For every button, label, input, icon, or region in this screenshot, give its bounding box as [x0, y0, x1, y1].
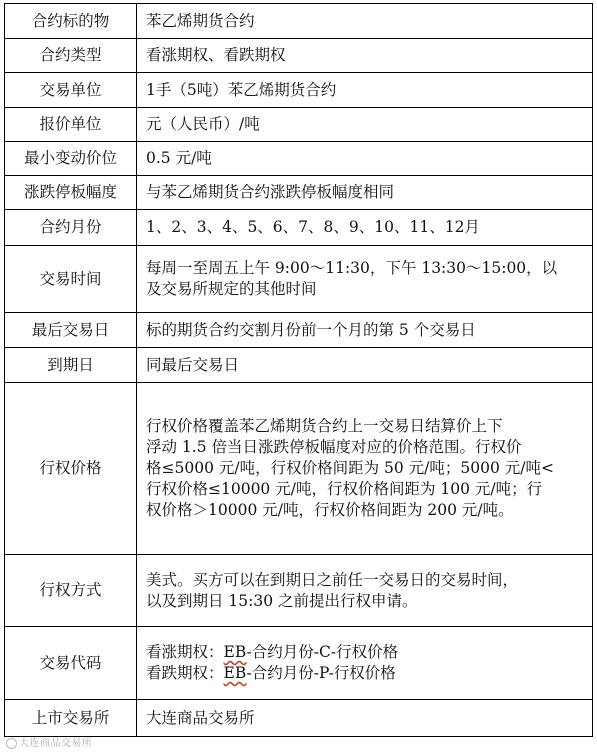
text-line: 格≤5000 元/吨，行权价格间距为 50 元/吨；5000 元/吨< — [146, 459, 554, 477]
code-symbol: EB — [223, 643, 247, 661]
row-label: 合约类型 — [5, 39, 137, 73]
row-value: 0.5 元/吨 — [137, 142, 593, 176]
text-line: 每周一至周五上午 9:00～11:30，下午 13:30～15:00，以 — [146, 259, 558, 277]
row-value: 看涨期权、看跌期权 — [137, 39, 593, 73]
watermark-logo-icon — [6, 738, 17, 749]
watermark-text: 大连商品交易所 — [19, 738, 93, 749]
text-line: 权价格＞10000 元/吨，行权价格间距为 200 元/吨。 — [146, 501, 514, 519]
row-label: 交易单位 — [5, 73, 137, 108]
watermark — [6, 734, 93, 749]
table-row — [5, 39, 593, 73]
row-label: 合约月份 — [5, 210, 137, 246]
row-value — [137, 246, 593, 313]
row-value: 1、2、3、4、5、6、7、8、9、10、11、12月 — [137, 210, 593, 246]
table-row — [5, 73, 593, 108]
row-label: 到期日 — [5, 348, 137, 383]
row-label: 交易时间 — [5, 246, 137, 313]
code-suffix: -合约月份-P-行权价格 — [246, 664, 396, 682]
table-row — [5, 210, 593, 246]
row-label: 最后交易日 — [5, 313, 137, 348]
row-value: 1手（5吨）苯乙烯期货合约 — [137, 73, 593, 108]
row-value — [137, 555, 593, 627]
text-line: 及交易所规定的其他时间 — [146, 280, 317, 298]
text-line: 美式。买方可以在到期日之前任一交易日的交易时间， — [146, 570, 519, 589]
row-value: 标的期货合约交割月份前一个月的第 5 个交易日 — [137, 313, 593, 348]
row-label: 行权价格 — [5, 383, 137, 555]
row-label: 最小变动价位 — [5, 142, 137, 176]
row-label: 上市交易所 — [5, 700, 137, 737]
row-value: 元（人民币）/吨 — [137, 108, 593, 142]
row-value: 大连商品交易所 — [137, 700, 593, 737]
table-row — [5, 176, 593, 210]
table-row — [5, 348, 593, 383]
table-row — [5, 313, 593, 348]
code-prefix: 看跌期权： — [146, 664, 224, 682]
row-value: 同最后交易日 — [137, 348, 593, 383]
row-value: 与苯乙烯期货合约涨跌停板幅度相同 — [137, 176, 593, 210]
row-value: 苯乙烯期货合约 — [137, 4, 593, 39]
row-label: 合约标的物 — [5, 4, 137, 39]
text-line: 以及到期日 15:30 之前提出行权申请。 — [146, 591, 418, 610]
code-symbol: EB — [223, 664, 247, 682]
row-label: 交易代码 — [5, 627, 137, 700]
table-row — [5, 627, 593, 700]
table-row — [5, 108, 593, 142]
row-label: 报价单位 — [5, 108, 137, 142]
table-row — [5, 700, 593, 737]
text-line: 行权价格覆盖苯乙烯期货合约上一交易日结算价上下 — [146, 417, 503, 435]
row-label: 涨跌停板幅度 — [5, 176, 137, 210]
table-row — [5, 4, 593, 39]
code-prefix: 看涨期权： — [146, 643, 224, 661]
table-row — [5, 142, 593, 176]
table-row — [5, 246, 593, 313]
option-spec-table — [4, 3, 593, 737]
text-line: 行权价格≤10000 元/吨，行权价格间距为 100 元/吨；行 — [146, 480, 543, 498]
row-label: 行权方式 — [5, 555, 137, 627]
table-row — [5, 555, 593, 627]
code-line — [146, 642, 586, 663]
text-line: 浮动 1.5 倍当日涨跌停板幅度对应的价格范围。行权价 — [146, 438, 522, 456]
code-suffix: -合约月份-C-行权价格 — [246, 643, 399, 661]
row-value — [137, 627, 593, 700]
code-line — [146, 663, 586, 684]
row-value — [137, 383, 593, 555]
table-row — [5, 383, 593, 555]
